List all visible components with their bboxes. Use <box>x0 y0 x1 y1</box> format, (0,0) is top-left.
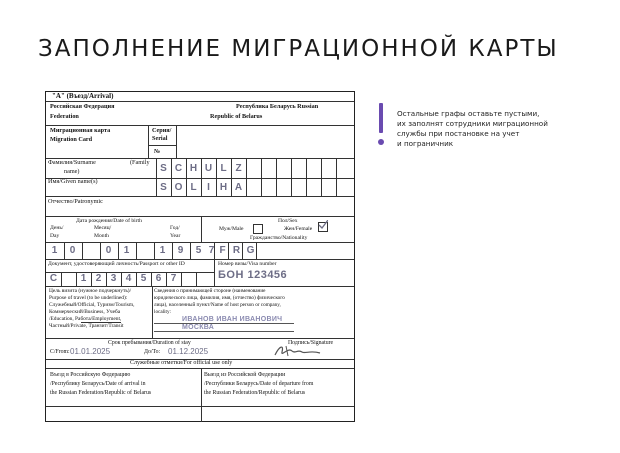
sex-label: Пол/Sex <box>278 218 298 224</box>
surname-char: S <box>160 163 167 174</box>
id-doc-char: 5 <box>140 273 147 284</box>
exit-line: /Республики Беларусь/Date of departure from <box>204 381 314 387</box>
day-label-ru: День/ <box>50 225 64 231</box>
female-label: Жен/Female <box>284 226 313 232</box>
nationality-char: G <box>246 245 255 256</box>
id-doc-char: 4 <box>125 273 132 284</box>
host-line: лица), населенный пункт/Name of host person or company, <box>154 302 281 308</box>
dob-digit: 0 <box>105 245 112 256</box>
stay-to-date: 01.12.2025 <box>168 347 209 356</box>
given-char: A <box>234 182 243 193</box>
id-doc-label: Документ, удостоверяющий личность/Passport or other ID <box>48 261 185 267</box>
migration-card-form <box>45 91 355 422</box>
number-label: № <box>154 148 161 155</box>
given-char: S <box>160 182 167 193</box>
given-char: H <box>219 182 228 193</box>
given-name-label: Имя/Given name(s) <box>48 178 98 185</box>
month-label-ru: Месяц/ <box>94 225 112 231</box>
purpose-line: Служебный/Official, Туризм/Tourism, <box>49 302 135 308</box>
surname-char: H <box>189 163 198 174</box>
purpose-line: Purpose of travel (to be underlined): <box>49 295 128 301</box>
card-title-en: Migration Card <box>50 136 93 143</box>
exit-line: the Russian Federation/Republic of Belarus <box>204 390 306 396</box>
day-label-en: Day <box>50 233 60 239</box>
to-label: До/To: <box>144 349 161 355</box>
surname-label: Фамилия/Surname <box>48 159 96 166</box>
series-label-ru: Серия/ <box>152 127 172 134</box>
dob-digit: 9 <box>177 245 184 256</box>
year-label-en: Year <box>170 233 181 239</box>
male-checkbox[interactable] <box>253 224 263 234</box>
nationality-label: Гражданство/Nationality <box>250 235 308 241</box>
id-doc-char: 7 <box>170 273 177 284</box>
signature-label: Подпись/Signature <box>288 340 334 346</box>
id-doc-char: C <box>49 273 58 284</box>
official-use-label: Служебные отметки/For official use only <box>130 360 233 366</box>
family-name-label: name) <box>64 168 80 175</box>
id-doc-char: 3 <box>110 273 117 284</box>
female-checkbox[interactable] <box>318 222 328 232</box>
purpose-line: /Education, Работа/Employment, <box>49 316 122 322</box>
page-title: ЗАПОЛНЕНИЕ МИГРАЦИОННОЙ КАРТЫ <box>38 36 559 62</box>
host-line: locality: <box>154 309 171 315</box>
purpose-line: Цель визита (нужное подчеркнуть)/ <box>49 288 132 294</box>
host-line: Сведения о принимающей стороне (наименование <box>154 288 266 294</box>
entry-line: /Республику Беларусь/Date of arrival in <box>50 381 146 387</box>
instruction-note <box>397 109 587 149</box>
note-line: и пограничник <box>397 139 454 148</box>
exclamation-icon <box>376 103 386 147</box>
dob-digit: 1 <box>159 245 166 256</box>
form-header: "A" (Въезд/Arrival) <box>52 92 114 100</box>
dob-digit: 0 <box>69 245 76 256</box>
dob-digit: 1 <box>51 245 58 256</box>
given-char: L <box>190 182 197 193</box>
host-name: ИВАНОВ ИВАН ИВАНОВИЧ <box>182 316 283 323</box>
from-label: С/From: <box>50 349 70 355</box>
country-ru-left: Российская Федерация <box>50 103 115 110</box>
dob-digit: 1 <box>123 245 130 256</box>
visa-number: БОН 123456 <box>218 269 288 281</box>
country-ru-right: Республика Беларусь Russian <box>236 103 319 110</box>
purpose-line: Частный/Private, Транзит/Transit <box>49 323 124 329</box>
nationality-char: R <box>232 245 241 256</box>
note-line: их заполнят сотрудники миграционной <box>397 119 548 128</box>
stay-label: Срок пребывания/Duration of stay <box>108 340 191 346</box>
stay-from-date: 01.01.2025 <box>70 347 111 356</box>
year-label-ru: Год/ <box>170 225 180 231</box>
given-char: O <box>174 182 183 193</box>
host-line: юридического лица, фамилия, имя, (отчество) физического <box>154 295 285 301</box>
card-title-ru: Миграционная карта <box>50 127 111 134</box>
patronymic-label: Отчество/Patronymic <box>48 198 103 205</box>
entry-line: the Russian Federation/Republic of Belarus <box>50 390 152 396</box>
id-doc-char: 6 <box>155 273 162 284</box>
id-doc-char: 1 <box>80 273 87 284</box>
host-locality: МОСКВА <box>182 324 215 331</box>
surname-char: U <box>204 163 213 174</box>
dob-label: Дата рождения/Date of birth <box>76 218 142 224</box>
id-doc-char: 2 <box>95 273 102 284</box>
series-label-en: Serial <box>152 135 168 142</box>
visa-label: Номер визы/Visa number <box>218 261 277 267</box>
male-label: Муж/Male <box>219 226 244 232</box>
dob-digit: 7 <box>208 245 215 256</box>
note-line: Остальные графы оставьте пустыми, <box>397 109 540 118</box>
dob-digit: 5 <box>195 245 202 256</box>
country-en-left: Federation <box>50 113 79 120</box>
note-line: службы при постановке на учет <box>397 129 520 138</box>
exit-line: Выезд из Российской Федерации <box>204 372 286 378</box>
purpose-line: Коммерческий/Business, Учеба <box>49 309 121 315</box>
check-icon <box>318 220 328 230</box>
surname-char: L <box>220 163 227 174</box>
nationality-char: F <box>219 245 226 256</box>
surname-char: C <box>174 163 183 174</box>
country-en-right: Republic of Belarus <box>210 113 263 120</box>
month-label-en: Month <box>94 233 109 239</box>
surname-char: Z <box>235 163 242 174</box>
entry-line: Въезд в Российскую Федерацию <box>50 372 131 378</box>
given-char: I <box>207 182 210 193</box>
family-label: (Family <box>130 159 150 166</box>
signature-icon <box>272 343 324 359</box>
